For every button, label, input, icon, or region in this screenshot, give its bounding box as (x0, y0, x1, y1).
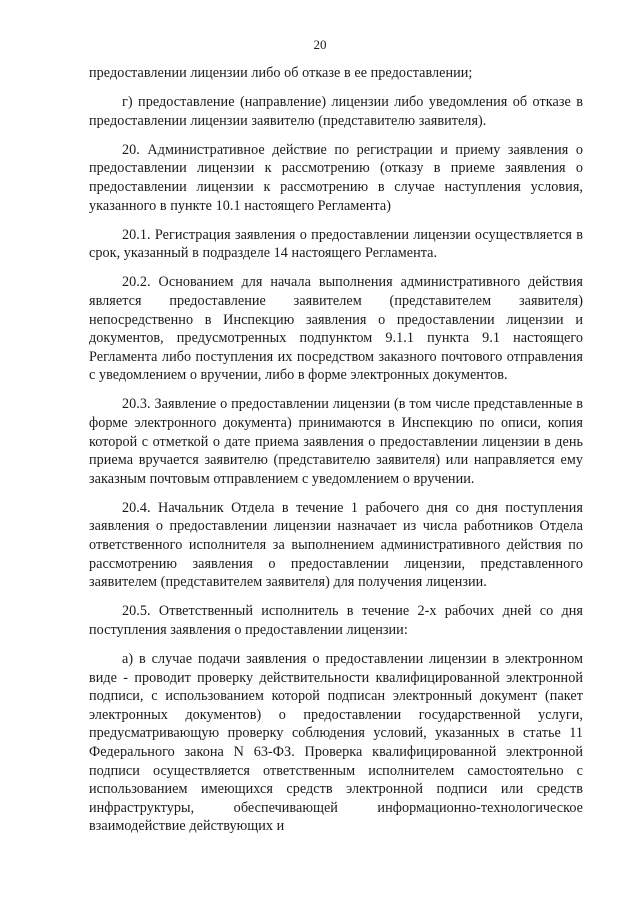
paragraph-item-a: а) в случае подачи заявления о предоставлении лицензии в электронном виде - проводит проверку действительности квалифицированной электронной подписи, с использованием которой подписан электронный документ (пакет электронных документов) о предоставлении государственной услуги, предусматривающую проверку соблюдения условий, указанных в статье 11 Федерального закона N 63-ФЗ. Проверка квалифицированной электронной подписи осуществляется ответственным исполнителем самостоятельно с использованием имеющихся средств электронной подписи или средств инфраструктуры, обеспечивающей информационно-технологическое взаимодействие действующих и (89, 651, 583, 835)
paragraph-20-4: 20.4. Начальник Отдела в течение 1 рабочего дня со дня поступления заявления о предоставлении лицензии назначает из числа работников Отдела ответственного исполнителя за выполнением административного действия по рассмотрению заявления о предоставлении лицензии, представленного заявителем (представителем заявителя) для получения лицензии. (89, 499, 583, 591)
paragraph-20: 20. Административное действие по регистрации и приему заявления о предоставлении лицензии к рассмотрению (отказу в приеме заявления о предоставлении лицензии к рассмотрению в случае наступления условия, указанного в пункте 10.1 настоящего Регламента) (89, 141, 583, 214)
paragraph-continuation: предоставлении лицензии либо об отказе в ее предоставлении; (89, 65, 473, 81)
paragraph-20-1: 20.1. Регистрация заявления о предоставлении лицензии осуществляется в срок, указанный в подразделе 14 настоящего Регламента. (89, 226, 583, 262)
paragraph-20-2: 20.2. Основанием для начала выполнения административного действия является предоставление заявителем (представителем заявителя) непосредственно в Инспекцию заявления о предоставлении лицензии и документов, предусмотренных подпунктом 9.1.1 пункта 9.1 настоящего Регламента либо поступления их посредством заказного почтового отправления с уведомлением о вручении, либо в форме электронных документов. (89, 274, 583, 384)
page-number: 20 (313, 37, 327, 52)
document-body (89, 64, 583, 846)
paragraph-20-5: 20.5. Ответственный исполнитель в течение 2-х рабочих дней со дня поступления заявления о предоставлении лицензии: (89, 603, 583, 638)
paragraph-20-3: 20.3. Заявление о предоставлении лицензии (в том числе представленные в форме электронного документа) принимаются в Инспекцию по описи, копия которой с отметкой о дате приема заявления о предоставлении лицензии в день приема вручается заявителю (представителю заявителя) или направляется ему заказным почтовым отправлением с уведомлением о вручении. (89, 396, 583, 487)
paragraph-item-g: г) предоставление (направление) лицензии либо уведомления об отказе в предоставлении лицензии заявителю (представителю заявителя). (89, 94, 583, 129)
